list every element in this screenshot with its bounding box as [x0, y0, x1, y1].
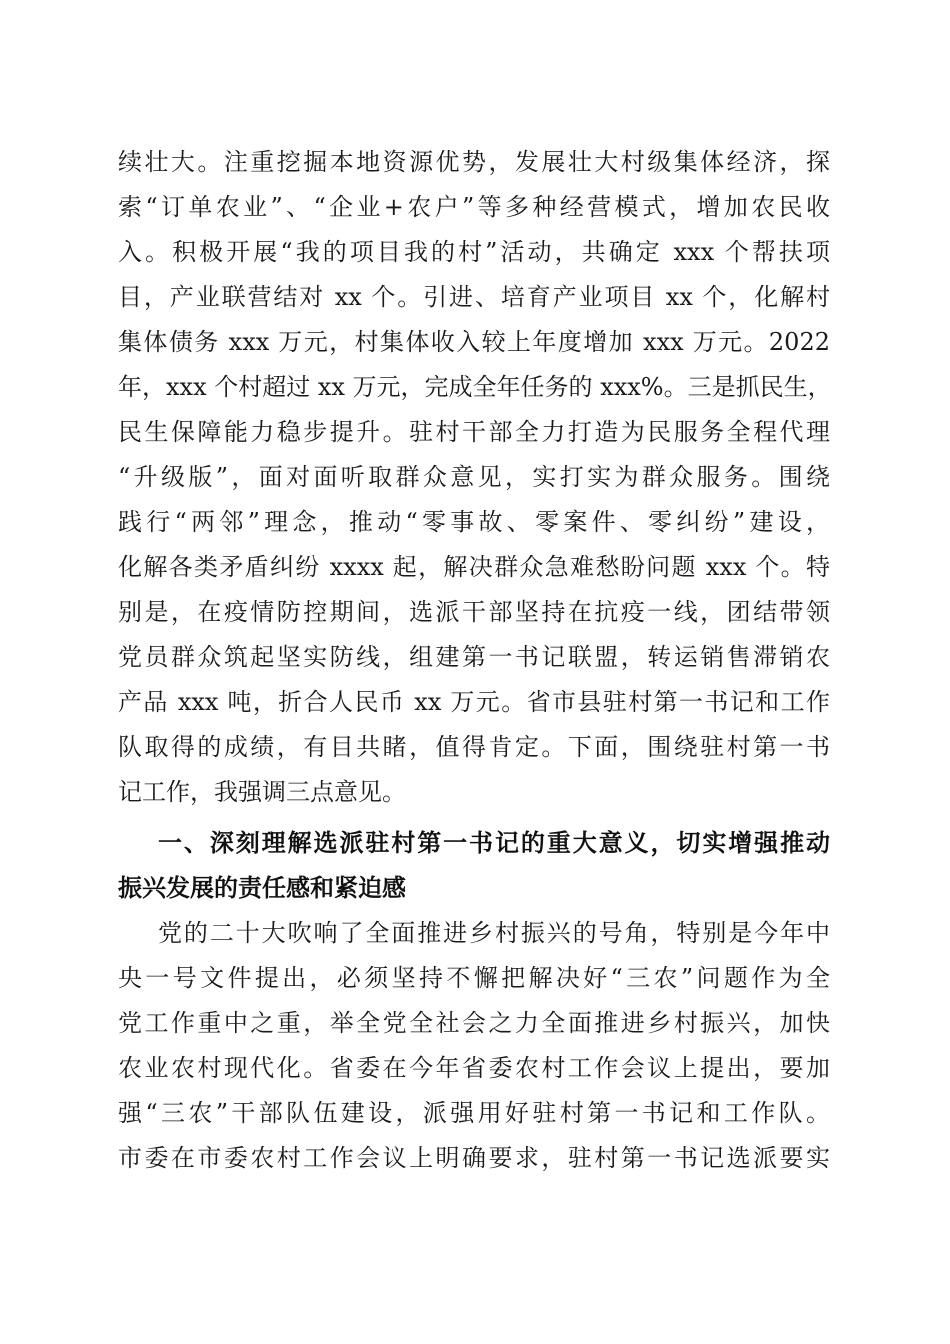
- paragraph-significance: [118, 911, 830, 1181]
- text-line: 党的二十大吹响了全面推进乡村振兴的号角，特别是今年中: [158, 919, 830, 947]
- text-line: 记工作，我强调三点意见。: [118, 778, 406, 806]
- text-line: 践行“两邻”理念，推动“零事故、零案件、零纠纷”建设，: [118, 508, 830, 536]
- document-page: [118, 140, 830, 1181]
- heading-line: 振兴发展的责任感和紧迫感: [118, 874, 406, 902]
- text-line: 索“订单农业”、“企业+农户”等多种经营模式，增加农民收: [118, 193, 830, 221]
- text-line: 年，xxx 个村超过 xx 万元，完成全年任务的 xxx%。三是抓民生，: [118, 373, 832, 401]
- text-line: 民生保障能力稳步提升。驻村干部全力打造为民服务全程代理: [118, 418, 830, 446]
- text-line: 党员群众筑起坚实防线，组建第一书记联盟，转运销售滞销农: [118, 643, 830, 671]
- text-line: 强“三农”干部队伍建设，派强用好驻村第一书记和工作队。: [118, 1099, 830, 1127]
- text-line: 集体债务 xxx 万元，村集体收入较上年度增加 xxx 万元。2022: [118, 328, 830, 356]
- text-line: 产品 xxx 吨，折合人民币 xx 万元。省市县驻村第一书记和工作: [118, 688, 830, 716]
- text-line: 目，产业联营结对 xx 个。引进、培育产业项目 xx 个，化解村: [118, 283, 830, 311]
- text-line: 队取得的成绩，有目共睹，值得肯定。下面，围绕驻村第一书: [118, 733, 830, 761]
- paragraph-achievements: [118, 140, 830, 815]
- text-line: 市委在市委农村工作会议上明确要求，驻村第一书记选派要实: [118, 1144, 830, 1172]
- text-line: 化解各类矛盾纠纷 xxxx 起，解决群众急难愁盼问题 xxx 个。特: [118, 553, 830, 581]
- text-line: “升级版”，面对面听取群众意见，实打实为群众服务。围绕: [118, 463, 830, 491]
- text-line: 农业农村现代化。省委在今年省委农村工作会议上提出，要加: [118, 1054, 830, 1082]
- text-line: 入。积极开展“我的项目我的村”活动，共确定 xxx 个帮扶项: [118, 238, 830, 266]
- text-line: 续壮大。注重挖掘本地资源优势，发展壮大村级集体经济，探: [118, 148, 830, 176]
- text-line: 别是，在疫情防控期间，选派干部坚持在抗疫一线，团结带领: [118, 598, 830, 626]
- text-line: 央一号文件提出，必须坚持不懈把解决好“三农”问题作为全: [118, 964, 830, 992]
- heading-line: 一、深刻理解选派驻村第一书记的重大意义，切实增强推动: [158, 829, 830, 857]
- text-line: 党工作重中之重，举全党全社会之力全面推进乡村振兴，加快: [118, 1009, 830, 1037]
- section-heading: [118, 821, 830, 911]
